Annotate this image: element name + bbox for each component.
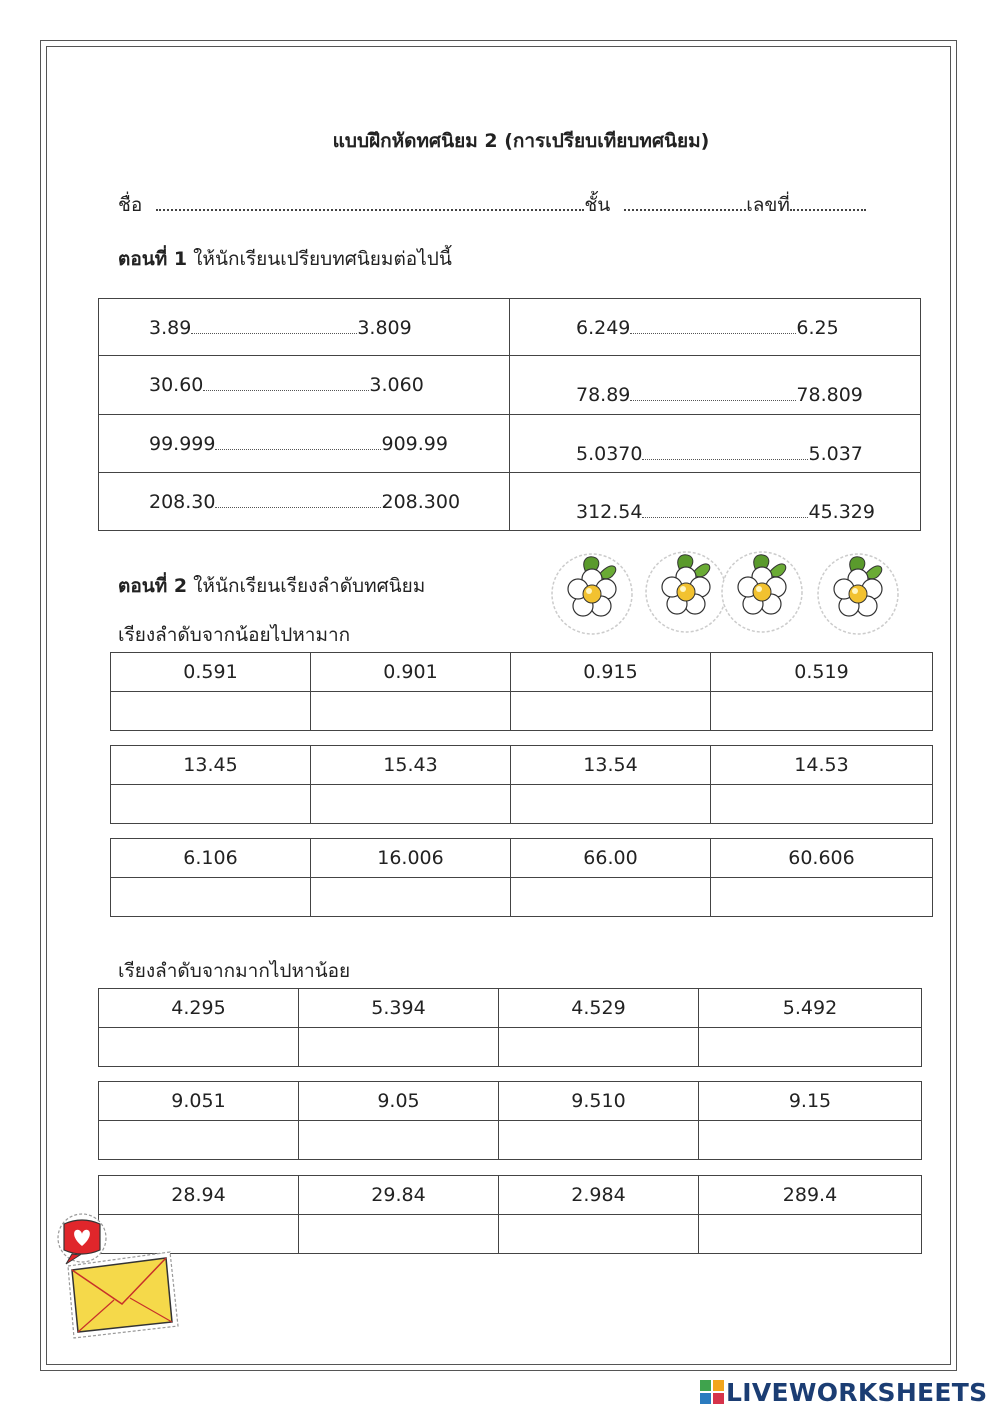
- answer-cell[interactable]: [711, 878, 933, 917]
- answer-cell[interactable]: [511, 692, 711, 731]
- part1-instruction: ให้นักเรียนเปรียบทศนิยมต่อไปนี้: [193, 248, 452, 270]
- answer-cell[interactable]: [511, 785, 711, 824]
- descending-label: เรียงลำดับจากมากไปหาน้อย: [118, 960, 351, 982]
- part2-label: ตอนที่ 2: [118, 575, 188, 597]
- ascending-order-table: [110, 652, 933, 731]
- left-number: 99.999: [149, 433, 216, 455]
- right-number: 78.809: [796, 384, 863, 406]
- answer-cell[interactable]: [711, 692, 933, 731]
- comparison-cell: [510, 415, 921, 473]
- answer-blank[interactable]: [642, 503, 808, 518]
- student-info-line: [118, 190, 878, 220]
- answer-cell[interactable]: [99, 1121, 299, 1160]
- number-cell: 0.519: [711, 653, 933, 692]
- descending-order-table: [98, 1175, 922, 1254]
- flower-icon: [818, 554, 898, 634]
- class-label: ชั้น: [584, 194, 611, 216]
- left-number: 208.30: [149, 491, 216, 513]
- name-label: ชื่อ: [118, 194, 143, 216]
- flower-stickers: [548, 546, 908, 642]
- worksheet-title: แบบฝึกหัดทศนิยม 2 (การเปรียบเทียบทศนิยม): [332, 130, 710, 152]
- answer-cell[interactable]: [499, 1121, 699, 1160]
- ascending-order-table: [110, 838, 933, 917]
- envelope-sticker: [50, 1208, 180, 1348]
- answer-blank[interactable]: [630, 386, 796, 401]
- answer-cell[interactable]: [511, 878, 711, 917]
- number-cell: 15.43: [311, 746, 511, 785]
- answer-cell[interactable]: [699, 1215, 922, 1254]
- flower-icon: [646, 552, 726, 632]
- left-number: 5.0370: [576, 443, 643, 465]
- left-number: 312.54: [576, 501, 643, 523]
- comparison-cell: [99, 299, 510, 356]
- right-number: 909.99: [381, 433, 448, 455]
- answer-cell[interactable]: [311, 785, 511, 824]
- watermark-text: LIVEWORKSHEETS: [726, 1378, 988, 1407]
- left-number: 30.60: [149, 374, 204, 396]
- number-cell: 13.45: [111, 746, 311, 785]
- comparison-cell: [99, 415, 510, 473]
- ascending-order-table: [110, 745, 933, 824]
- left-number: 78.89: [576, 384, 631, 406]
- number-cell: 16.006: [311, 839, 511, 878]
- number-cell: 0.901: [311, 653, 511, 692]
- number-cell: 4.529: [499, 989, 699, 1028]
- number-cell: 0.591: [111, 653, 311, 692]
- part1-heading: [118, 244, 452, 274]
- comparison-row: [99, 473, 921, 531]
- part1-label: ตอนที่ 1: [118, 248, 188, 270]
- answer-cell[interactable]: [299, 1028, 499, 1067]
- right-number: 3.060: [369, 374, 424, 396]
- answer-cell[interactable]: [299, 1215, 499, 1254]
- number-cell: 9.05: [299, 1082, 499, 1121]
- part2-instruction: ให้นักเรียนเรียงลำดับทศนิยม: [193, 575, 426, 597]
- number-cell: 9.051: [99, 1082, 299, 1121]
- answer-cell[interactable]: [311, 692, 511, 731]
- answer-blank[interactable]: [215, 435, 381, 450]
- flower-icon: [722, 552, 802, 632]
- comparison-row: [99, 356, 921, 415]
- flower-icon: [552, 554, 632, 634]
- comparison-table: [98, 298, 921, 531]
- number-cell: 4.295: [99, 989, 299, 1028]
- number-cell: 60.606: [711, 839, 933, 878]
- answer-cell[interactable]: [99, 1028, 299, 1067]
- descending-order-table: [98, 988, 922, 1067]
- number-cell: 9.15: [699, 1082, 922, 1121]
- answer-blank[interactable]: [630, 319, 796, 334]
- number-cell: 5.492: [699, 989, 922, 1028]
- liveworksheets-watermark: [700, 1374, 992, 1408]
- class-blank[interactable]: [624, 193, 746, 211]
- number-cell: 28.94: [99, 1176, 299, 1215]
- number-cell: 14.53: [711, 746, 933, 785]
- comparison-row: [99, 415, 921, 473]
- comparison-cell: [510, 356, 921, 415]
- answer-cell[interactable]: [699, 1121, 922, 1160]
- number-cell: 13.54: [511, 746, 711, 785]
- right-number: 45.329: [808, 501, 875, 523]
- answer-cell[interactable]: [499, 1215, 699, 1254]
- right-number: 6.25: [796, 317, 839, 339]
- left-number: 6.249: [576, 317, 631, 339]
- answer-blank[interactable]: [215, 493, 381, 508]
- name-blank[interactable]: [156, 193, 584, 211]
- answer-cell[interactable]: [711, 785, 933, 824]
- comparison-cell: [99, 473, 510, 531]
- number-cell: 29.84: [299, 1176, 499, 1215]
- number-cell: 6.106: [111, 839, 311, 878]
- right-number: 3.809: [357, 317, 412, 339]
- answer-cell[interactable]: [499, 1028, 699, 1067]
- answer-blank[interactable]: [191, 319, 357, 334]
- number-cell: 2.984: [499, 1176, 699, 1215]
- number-label: เลขที่: [746, 194, 790, 216]
- number-cell: 9.510: [499, 1082, 699, 1121]
- comparison-cell: [510, 299, 921, 356]
- answer-cell[interactable]: [111, 785, 311, 824]
- number-cell: 5.394: [299, 989, 499, 1028]
- right-number: 208.300: [381, 491, 461, 513]
- right-number: 5.037: [808, 443, 863, 465]
- envelope-icon: [72, 1258, 172, 1332]
- number-blank[interactable]: [790, 193, 866, 211]
- part2-heading: [118, 571, 425, 601]
- answer-blank[interactable]: [203, 376, 369, 391]
- answer-cell[interactable]: [699, 1028, 922, 1067]
- answer-cell[interactable]: [111, 878, 311, 917]
- comparison-row: [99, 299, 921, 356]
- answer-blank[interactable]: [642, 445, 808, 460]
- ascending-label: เรียงลำดับจากน้อยไปหามาก: [118, 624, 351, 646]
- number-cell: 289.4: [699, 1176, 922, 1215]
- answer-cell[interactable]: [299, 1121, 499, 1160]
- liveworksheets-logo-icon: [700, 1380, 724, 1404]
- descending-order-table: [98, 1081, 922, 1160]
- number-cell: 66.00: [511, 839, 711, 878]
- answer-cell[interactable]: [311, 878, 511, 917]
- comparison-cell: [510, 473, 921, 531]
- answer-cell[interactable]: [111, 692, 311, 731]
- comparison-cell: [99, 356, 510, 415]
- left-number: 3.89: [149, 317, 192, 339]
- number-cell: 0.915: [511, 653, 711, 692]
